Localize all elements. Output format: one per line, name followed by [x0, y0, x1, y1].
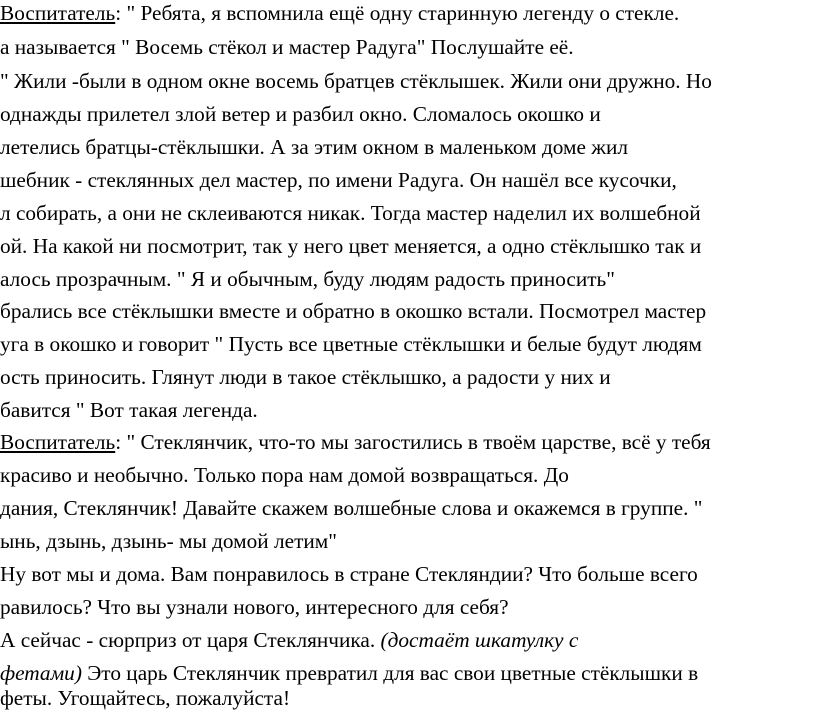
- text-line: алось прозрачным. " Я и обычным, буду людям радость приносить": [0, 267, 615, 291]
- text-line: красиво и необычно. Только пора нам домой возвращаться. До: [0, 463, 569, 487]
- text-line: брались все стёклышки вместе и обратно в окошко встали. Посмотрел мастер: [0, 299, 707, 323]
- text-line: ой. На какой ни посмотрит, так у него цвет меняется, а одно стёклышко так и: [0, 234, 702, 258]
- stage-direction: (достаёт шкатулку с: [380, 628, 579, 652]
- speaker-label: Воспитатель: [0, 430, 116, 454]
- text-line: бавится " Вот такая легенда.: [0, 398, 258, 422]
- text-line: " Жили -были в одном окне восемь братцев стёклышек. Жили они дружно. Но: [0, 69, 712, 93]
- line-text: : " Ребята, я вспомнила ещё одну старинную легенду о стекле.: [115, 1, 680, 25]
- text-line: однажды прилетел злой ветер и разбил окно. Сломалось окошко и: [0, 102, 601, 126]
- text-line: а называется " Восемь стёкол и мастер Радуга" Послушайте её.: [0, 35, 574, 59]
- text-line: ынь, дзынь, дзынь- мы домой летим": [0, 529, 337, 553]
- text-line: [0, 429, 711, 455]
- speaker-label: Воспитатель: [0, 1, 116, 25]
- text-line: ость приносить. Глянут люди в такое стёклышко, а радости у них и: [0, 365, 611, 389]
- text-line: [0, 627, 578, 653]
- stage-direction: фетами): [0, 661, 82, 685]
- text-line: равилось? Что вы узнали нового, интересного для себя?: [0, 595, 509, 619]
- text-line: л собирать, а они не склеиваются никак. Тогда мастер наделил их волшебной: [0, 201, 701, 225]
- line-text: Это царь Стеклянчик превратил для вас свои цветные стёклышки в: [81, 661, 699, 685]
- text-line: уга в окошко и говорит " Пусть все цветные стёклышки и белые будут людям: [0, 332, 702, 356]
- text-line: шебник - стеклянных дел мастер, по имени Радуга. Он нашёл все кусочки,: [0, 168, 677, 192]
- text-line: летелись братцы-стёклышки. А за этим окном в маленьком доме жил: [0, 135, 629, 159]
- text-line: [0, 660, 698, 686]
- text-line: Ну вот мы и дома. Вам понравилось в стране Стекляндии? Что больше всего: [0, 562, 698, 586]
- line-text: А сейчас - сюрприз от царя Стеклянчика.: [0, 628, 381, 652]
- text-line: феты. Угощайтесь, пожалуйста!: [0, 686, 291, 710]
- text-line: [0, 0, 679, 26]
- text-line: дания, Стеклянчик! Давайте скажем волшебные слова и окажемся в группе. ": [0, 496, 703, 520]
- line-text: : " Стеклянчик, что-то мы загостились в твоём царстве, всё у тебя: [115, 430, 711, 454]
